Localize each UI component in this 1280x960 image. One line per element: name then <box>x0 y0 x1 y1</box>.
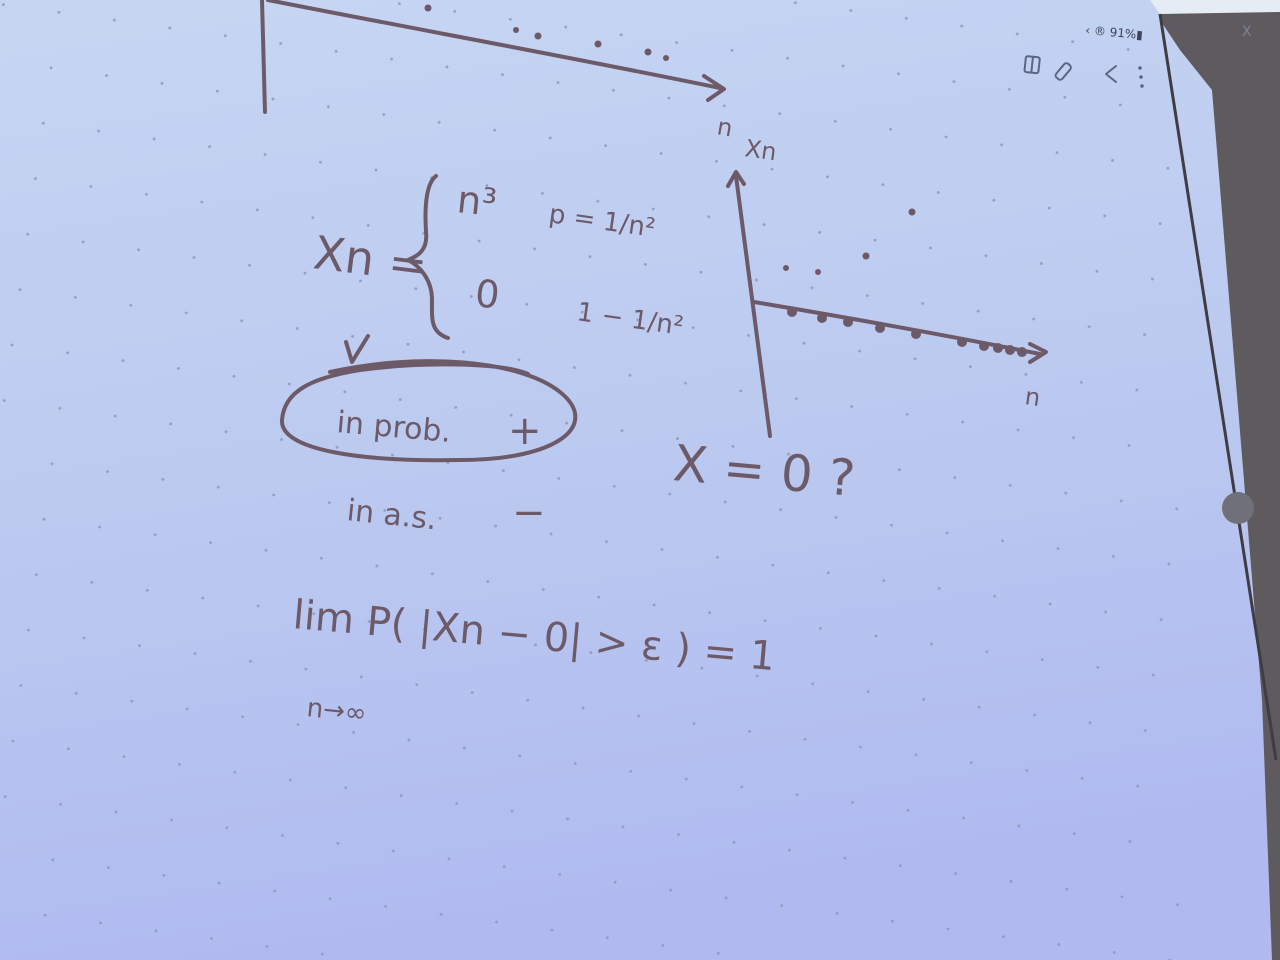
data-point <box>863 253 870 260</box>
status-bar-text: ‹ ® 91%▮ <box>1084 23 1144 43</box>
data-point <box>815 269 821 275</box>
data-point <box>843 317 853 327</box>
as-mark: − <box>512 490 546 536</box>
data-point <box>513 27 519 33</box>
definition-case1-value: n³ <box>455 177 499 226</box>
graph2-y-label: Xn <box>743 134 779 167</box>
data-point <box>663 55 669 61</box>
data-point <box>425 5 432 12</box>
data-point <box>1017 347 1027 357</box>
as-text: in a.s. <box>345 493 439 538</box>
limit-subscript: n→∞ <box>305 693 368 730</box>
screen-frame-edge <box>1150 0 1280 14</box>
data-point <box>957 337 967 347</box>
definition-lhs: Xn = <box>310 225 431 293</box>
data-point <box>911 329 921 339</box>
definition-case2-value: 0 <box>473 271 502 318</box>
data-point <box>979 341 989 351</box>
data-point <box>535 33 542 40</box>
in-probability-mark: + <box>508 408 542 454</box>
data-point <box>1005 345 1015 355</box>
close-button[interactable]: X <box>1242 24 1252 40</box>
limit-text: lim P( |Xn − 0| > ε ) = 1 <box>291 592 778 681</box>
data-point <box>783 265 789 271</box>
graph2-x-label: n <box>1023 382 1043 413</box>
in-probability-text: in prob. <box>335 405 453 450</box>
side-handle[interactable] <box>1222 492 1254 524</box>
data-point <box>787 307 797 317</box>
data-point <box>645 49 652 56</box>
data-point <box>909 209 916 216</box>
definition-case2-prob: 1 − 1/n² <box>575 297 686 342</box>
data-point <box>875 323 885 333</box>
data-point <box>595 41 602 48</box>
top-graph-axis-label: n <box>714 112 735 143</box>
graph2-question: X = 0 ? <box>670 434 858 508</box>
data-point <box>993 343 1003 353</box>
definition-case1-prob: p = 1/n² <box>547 199 658 244</box>
data-point <box>817 313 827 323</box>
